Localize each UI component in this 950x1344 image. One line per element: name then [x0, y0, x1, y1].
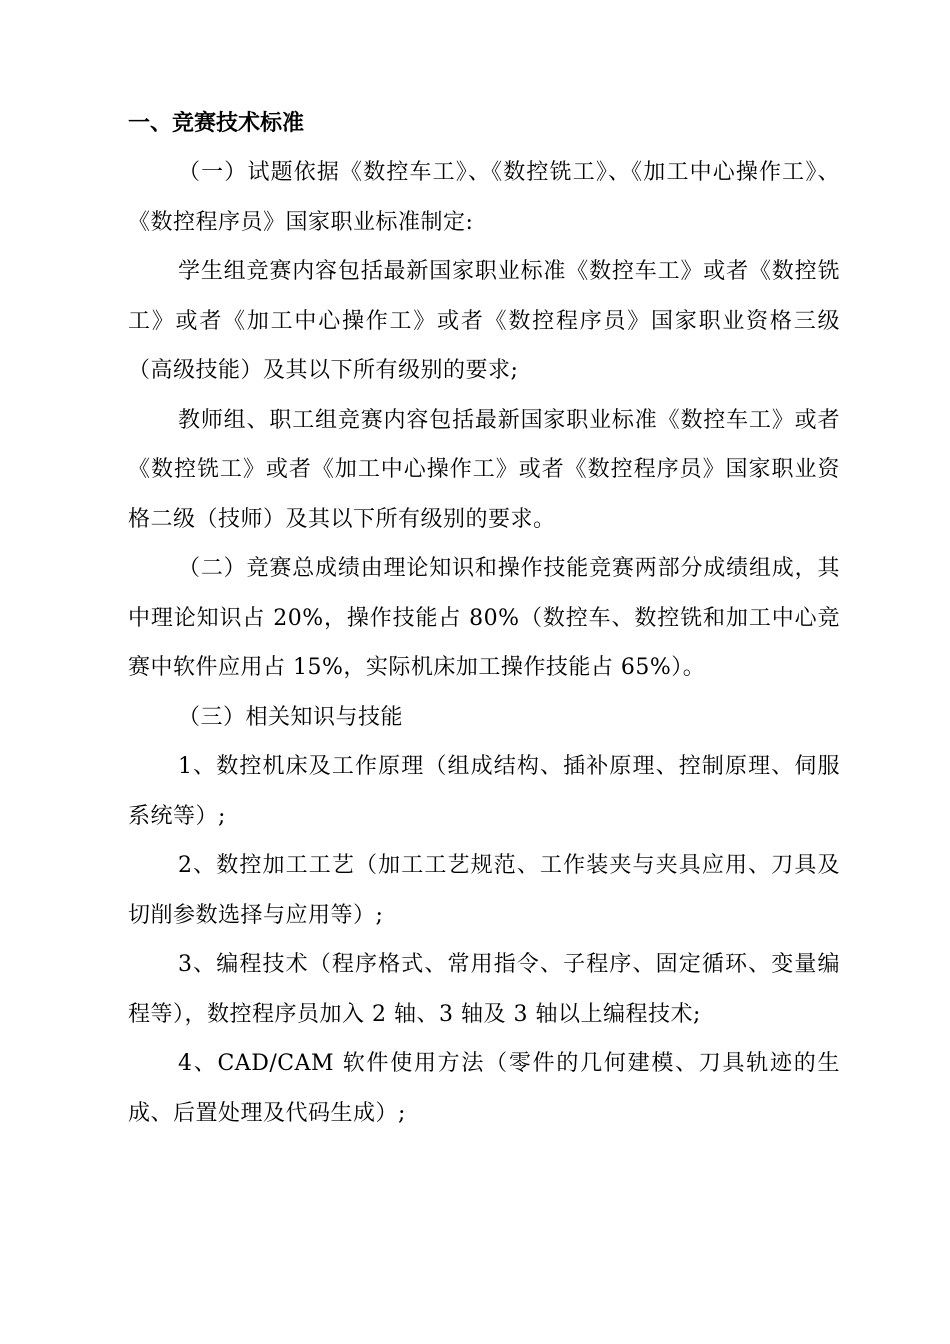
section-heading: 一、竞赛技术标准: [128, 111, 305, 136]
paragraph-teacher-group: 教师组、职工组竞赛内容包括最新国家职业标准《数控车工》或者《数控铣工》或者《加工中心操作工》或者《数控程序员》国家职业资格二级（技师）及其以下所有级别的要求。: [128, 407, 840, 532]
paragraph-score-composition: （二）竞赛总成绩由理论知识和操作技能竞赛两部分成绩组成，其中理论知识占 20%，操作技能占 80%（数控车、数控铣和加工中心竞赛中软件应用占 15%，实际机床加工操作技能占 65%）。: [128, 556, 840, 680]
paragraph-knowledge-heading: （三）相关知识与技能: [178, 704, 404, 730]
document-body: [128, 100, 840, 1138]
paragraph-exam-basis: （一）试题依据《数控车工》、《数控铣工》、《加工中心操作工》、《数控程序员》国家职业标准制定:: [128, 160, 840, 235]
list-item-cnc-principles: 1、数控机床及工作原理（组成结构、插补原理、控制原理、伺服系统等）;: [128, 754, 840, 829]
list-item-machining-process: 2、数控加工工艺（加工工艺规范、工作装夹与夹具应用、刀具及切削参数选择与应用等）;: [128, 853, 840, 928]
list-item-cad-cam: 4、CAD/CAM 软件使用方法（零件的几何建模、刀具轨迹的生成、后置处理及代码生成）;: [128, 1051, 840, 1126]
paragraph-student-group: 学生组竞赛内容包括最新国家职业标准《数控车工》或者《数控铣工》或者《加工中心操作工》或者《数控程序员》国家职业资格三级（高级技能）及其以下所有级别的要求;: [128, 259, 840, 383]
list-item-programming: 3、编程技术（程序格式、常用指令、子程序、固定循环、变量编程等），数控程序员加入 2 轴、3 轴及 3 轴以上编程技术;: [128, 952, 840, 1027]
